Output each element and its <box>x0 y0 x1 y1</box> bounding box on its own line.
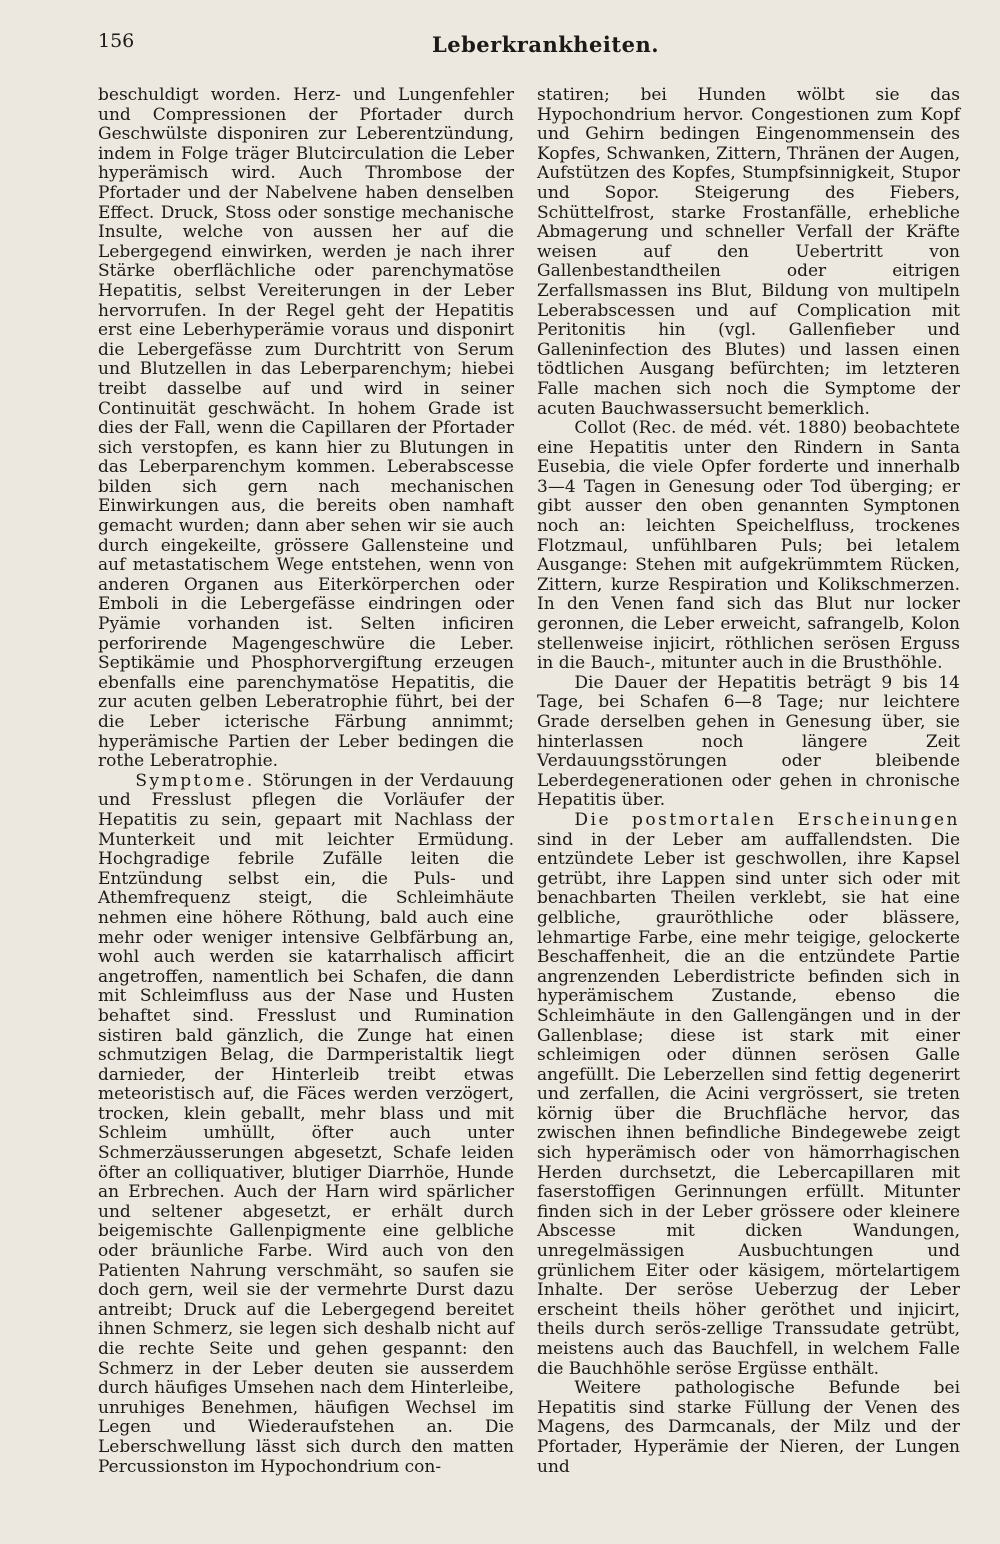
paragraph-postmortem <box>537 811 960 1379</box>
paragraph: Collot (Rec. de méd. vét. 1880) beobachtete eine Hepatitis unter den Rindern in Santa Eusebia, die viele Opfer forderte und innerhalb 3—4 Tagen in Genesung oder Tod überging; er gibt ausser den oben genannten Symptonen noch an: leichten Speichelfluss, trockenes Flotzmaul, unfühlbaren Puls; bei letalem Ausgange: Stehen mit aufgekrümmtem Rücken, Zittern, kurze Respiration und Kolikschmerzen. In den Venen fand sich das Blut nur locker geronnen, die Leber erweicht, safrangelb, Kolon stellenweise injicirt, röthlichen serösen Erguss in die Bauch-, mitunter auch in die Brusthöhle. <box>537 418 960 674</box>
paragraph: Weitere pathologische Befunde bei Hepatitis sind starke Füllung der Venen des Magens, des Darmcanals, der Milz und der Pfortader, Hyperämie der Nieren, der Lungen und <box>537 1378 960 1477</box>
paragraph: beschuldigt worden. Herz- und Lungenfehler und Compressionen der Pfortader durch Geschwülste disponiren zur Leberentzündung, indem in Folge träger Blutcirculation die Leber hyperämisch wird. Auch Thrombose der Pfortader und der Nabelvene haben denselben Effect. Druck, Stoss oder sonstige mechanische Insulte, welche von aussen her auf die Lebergegend einwirken, werden je nach ihrer Stärke oberflächliche oder parenchymatöse Hepatitis, selbst Vereiterungen in der Leber hervorrufen. In der Regel geht der Hepatitis erst eine Leberhyperämie voraus und disponirt die Lebergefässe zum Durchtritt von Serum und Blutzellen in das Leberparenchym; hiebei treibt dasselbe auf und wird in seiner Continuität geschwächt. In hohem Grade ist dies der Fall, wenn die Capillaren der Pfortader sich verstopfen, es kann hier zu Blutungen in das Leberparenchym kommen. Leberabscesse bilden sich gern nach mechanischen Einwirkungen aus, die bereits oben namhaft gemacht wurden; dann aber sehen wir sie auch durch eingekeilte, grössere Gallensteine und auf metastatischem Wege entstehen, wenn von anderen Organen aus Eiterkörperchen oder Emboli in die Lebergefässe eindringen oder Pyämie vorhanden ist. Selten inficiren perforirende Magengeschwüre die Leber. Septikämie und Phosphorvergiftung erzeugen ebenfalls eine parenchymatöse Hepatitis, die zur acuten gelben Leberatrophie führt, bei der die Leber icterische Färbung annimmt; hyperämische Partien der Leber bedingen die rothe Leberatrophie. <box>98 85 514 772</box>
section-heading-postmortem: Die postmortalen Erscheinungen <box>574 809 960 830</box>
running-head-title: Leberkrankheiten. <box>432 32 660 57</box>
paragraph: statiren; bei Hunden wölbt sie das Hypochondrium hervor. Congestionen zum Kopf und Gehirn bedingen Eingenommensein des Kopfes, Schwanken, Zittern, Thränen der Augen, Aufstützen des Kopfes, Stumpfsinnigkeit, Stupor und Sopor. Steigerung des Fiebers, Schüttelfrost, starke Frostanfälle, erhebliche Abmagerung und schneller Verfall der Kräfte weisen auf den Uebertritt von Gallenbestandtheilen oder eitrigen Zerfallsmassen ins Blut, Bildung von multipeln Leberabscessen und auf Complication mit Peritonitis hin (vgl. Gallenfieber und Galleninfection des Blutes) und lassen einen tödtlichen Ausgang befürchten; im letzteren Falle machen sich noch die Symptome der acuten Bauchwassersucht bemerklich. <box>537 85 960 419</box>
left-column <box>98 86 514 1477</box>
paragraph: Die Dauer der Hepatitis beträgt 9 bis 14 Tage, bei Schafen 6—8 Tage; nur leichtere Grade derselben gehen in Genesung über, sie hinterlassen noch längere Zeit Verdauungsstörungen oder bleibende Leberdegenerationen oder gehen in chronische Hepatitis über. <box>537 672 960 811</box>
right-column <box>537 86 960 1477</box>
paragraph-symptoms <box>98 772 514 1477</box>
page-number: 156 <box>98 30 135 52</box>
paragraph-text: sind in der Leber am auffallendsten. Die entzündete Leber ist geschwollen, ihre Kapsel getrübt, ihre Lappen sind unter sich oder mit benachbarten Theilen verklebt, sie hat eine gelbliche, grauröthliche oder blässere, lehmartige Farbe, eine mehr teigige, gelockerte Beschaffenheit, die an die entzündete Partie angrenzenden Leberdistricte befinden sich in hyperämischem Zustande, ebenso die Schleimhäute in den Gallengängen und in der Gallenblase; diese ist stark mit einer schleimigen oder dünnen serösen Galle angefüllt. Die Leberzellen sind fettig degenerirt und zerfallen, die Acini vergrössert, sie treten körnig über die Bruchfläche hervor, das zwischen ihnen befindliche Bindegewebe zeigt sich hyperämisch oder von hämorrhagischen Herden durchsetzt, die Lebercapillaren mit faserstoffigen Gerinnungen erfüllt. Mitunter finden sich in der Leber grössere oder kleinere Abscesse mit dicken Wandungen, unregelmässigen Ausbuchtungen und grünlichem Eiter oder käsigem, mörtelartigem Inhalte. Der seröse Ueberzug der Leber erscheint theils höher geröthet und injicirt, theils durch serös-zellige Transsudate getrübt, meistens auch das Bauchfell, in welchem Falle die Bauchhöhle seröse Ergüsse enthält. <box>537 829 960 1379</box>
section-heading-symptoms: Symptome. <box>135 770 255 791</box>
paragraph-text: Störungen in der Verdauung und Fresslust pflegen die Vorläufer der Hepatitis zu sein, gepaart mit Nachlass der Munterkeit und mit leichter Ermüdung. Hochgradige febrile Zufälle leiten die Entzündung selbst ein, die Puls- und Athemfrequenz steigt, die Schleimhäute nehmen eine höhere Röthung, bald auch eine mehr oder weniger intensive Gelbfärbung an, wohl auch werden sie katarrhalisch afficirt angetroffen, namentlich bei Schafen, die dann mit Schleimfluss aus der Nase und Husten behaftet sind. Fresslust und Rumination sistiren bald gänzlich, die Zunge hat einen schmutzigen Belag, die Darmperistaltik liegt darnieder, der Hinterleib treibt etwas meteoristisch auf, die Fäces werden verzögert, trocken, klein geballt, mehr blass und mit Schleim umhüllt, öfter auch unter Schmerzäusserungen abgesetzt, Schafe leiden öfter an colliquativer, blutiger Diarrhöe, Hunde an Erbrechen. Auch der Harn wird spärlicher und seltener abgesetzt, er erhält durch beigemischte Gallenpigmente eine gelbliche oder bräunliche Farbe. Wird auch von den Patienten Nahrung verschmäht, so saufen sie doch gern, weil sie der vermehrte Durst dazu antreibt; Druck auf die Lebergegend bereitet ihnen Schmerz, sie legen sich deshalb nicht auf die rechte Seite und gehen gespannt: den Schmerz in der Leber deuten sie ausserdem durch häufiges Umsehen nach dem Hinterleibe, unruhiges Benehmen, häufigen Wechsel im Legen und Wiederaufstehen an. Die Leberschwellung lässt sich durch den matten Percussionston im Hypochondrium con- <box>98 770 514 1477</box>
